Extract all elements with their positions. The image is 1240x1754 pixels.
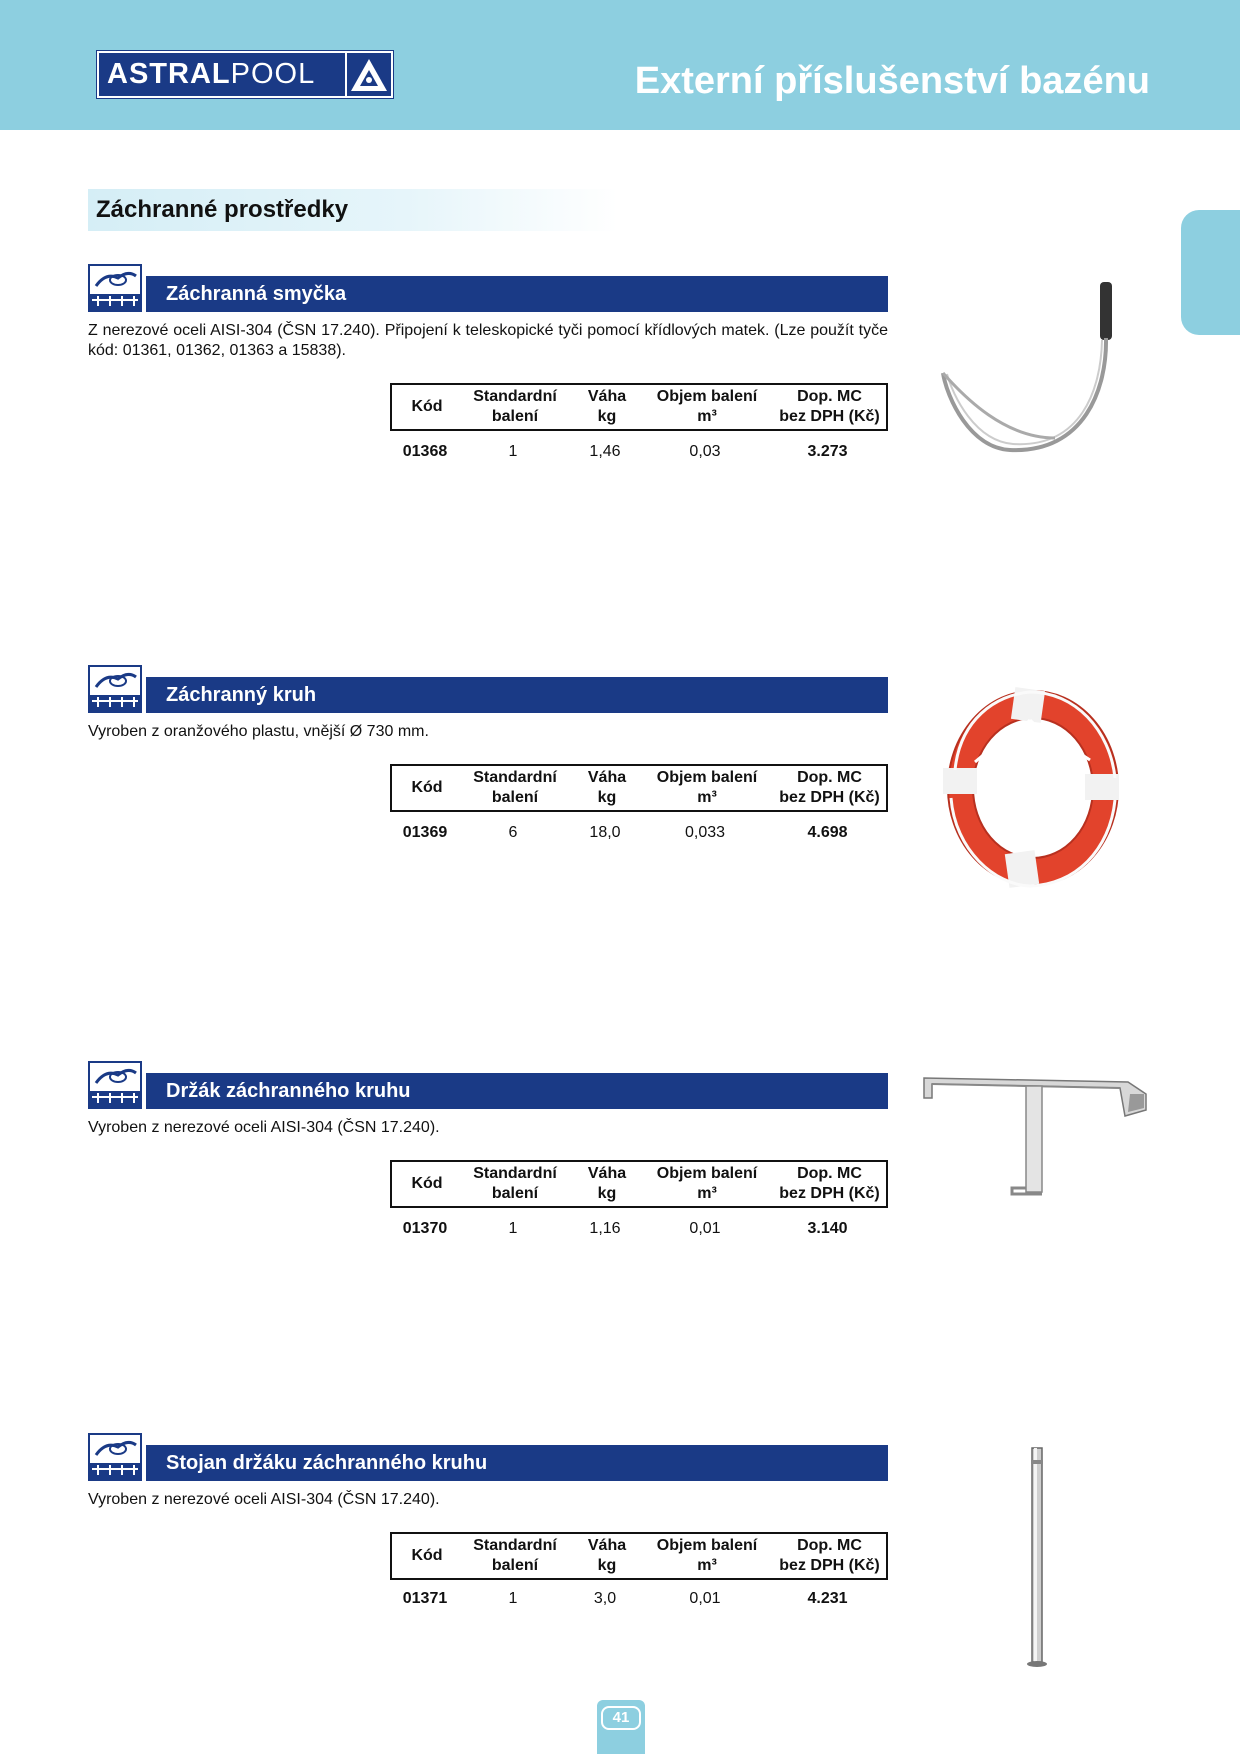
side-tab — [1181, 210, 1240, 335]
header-standard: Standardní balení — [473, 1537, 557, 1574]
header-objem: Objem balení m³ — [656, 1165, 758, 1202]
cell-cena: 3.273 — [807, 443, 848, 460]
section-heading-bar — [88, 189, 618, 231]
pool-rescue-icon — [88, 1061, 142, 1109]
cell-standard: 6 — [508, 824, 518, 841]
header-standard: Standardní balení — [473, 769, 557, 806]
product-description: Vyroben z nerezové oceli AISI-304 (ČSN 17.240). — [88, 1119, 440, 1136]
header-kod: Kód — [411, 1175, 443, 1192]
header-standard: Standardní balení — [473, 388, 557, 425]
header-cena: Dop. MC bez DPH (Kč) — [779, 1537, 880, 1574]
cell-kod: 01369 — [402, 824, 448, 841]
cell-standard: 1 — [508, 443, 518, 460]
header-objem: Objem balení m³ — [656, 388, 758, 425]
product-title: Záchranný kruh — [166, 684, 317, 706]
cell-kod: 01371 — [402, 1590, 448, 1607]
header-kod: Kód — [411, 1547, 443, 1564]
product-description: Vyroben z oranžového plastu, vnější Ø 730 mm. — [88, 723, 429, 740]
cell-vaha: 18,0 — [589, 824, 621, 841]
cell-cena: 4.231 — [807, 1590, 848, 1607]
cell-standard: 1 — [508, 1590, 518, 1607]
header-cena: Dop. MC bez DPH (Kč) — [779, 1165, 880, 1202]
section-title: Záchranné prostředky — [96, 196, 349, 223]
header-kod: Kód — [411, 779, 443, 796]
header-kod: Kód — [411, 398, 443, 415]
pool-rescue-icon — [88, 1433, 142, 1481]
page-number: 41 — [601, 1706, 641, 1730]
header-vaha: Váha kg — [587, 769, 627, 806]
header-objem: Objem balení m³ — [656, 769, 758, 806]
table-row — [390, 1590, 888, 1612]
cell-cena: 3.140 — [807, 1220, 848, 1237]
table-header — [390, 764, 888, 812]
stand-pole-image — [1022, 1446, 1052, 1676]
cell-vaha: 1,16 — [589, 1220, 621, 1237]
product-description: Vyroben z nerezové oceli AISI-304 (ČSN 17.240). — [88, 1491, 440, 1508]
ring-holder-image — [920, 1070, 1150, 1210]
rescue-hook-image — [935, 278, 1135, 463]
product-title: Záchranná smyčka — [166, 283, 347, 305]
product-title-bar — [146, 276, 888, 312]
header-cena: Dop. MC bez DPH (Kč) — [779, 388, 880, 425]
page-number-tab — [597, 1700, 645, 1754]
header-vaha: Váha kg — [587, 1165, 627, 1202]
cell-objem: 0,01 — [689, 1220, 721, 1237]
table-header — [390, 383, 888, 431]
table-row — [390, 1220, 888, 1242]
cell-objem: 0,03 — [689, 443, 721, 460]
logo-triangle-icon — [345, 53, 391, 96]
logo-wordmark: ASTRALPOOL — [107, 58, 316, 90]
cell-standard: 1 — [508, 1220, 518, 1237]
cell-vaha: 3,0 — [593, 1590, 617, 1607]
product-title-bar — [146, 1445, 888, 1481]
table-row — [390, 443, 888, 465]
cell-kod: 01370 — [402, 1220, 448, 1237]
product-description: Z nerezové oceli AISI-304 (ČSN 17.240). Připojení k teleskopické tyči pomocí křídlových matek. (Lze použít tyče kód: 01361, 01362, 01363 a 15838). — [88, 322, 888, 359]
pool-rescue-icon — [88, 665, 142, 713]
table-header — [390, 1160, 888, 1208]
cell-objem: 0,033 — [684, 824, 726, 841]
product-title-bar — [146, 1073, 888, 1109]
product-title-bar — [146, 677, 888, 713]
header-cena: Dop. MC bez DPH (Kč) — [779, 769, 880, 806]
header-standard: Standardní balení — [473, 1165, 557, 1202]
cell-kod: 01368 — [402, 443, 448, 460]
header-objem: Objem balení m³ — [656, 1537, 758, 1574]
product-title: Držák záchranného kruhu — [166, 1080, 411, 1102]
lifebuoy-image — [935, 680, 1125, 900]
pool-rescue-icon — [88, 264, 142, 312]
page-title: Externí příslušenství bazénu — [634, 60, 1150, 102]
cell-objem: 0,01 — [689, 1590, 721, 1607]
cell-vaha: 1,46 — [589, 443, 621, 460]
product-block — [88, 1061, 888, 1261]
product-block — [88, 1433, 888, 1633]
table-header — [390, 1532, 888, 1580]
header-vaha: Váha kg — [587, 1537, 627, 1574]
cell-cena: 4.698 — [807, 824, 848, 841]
header-vaha: Váha kg — [587, 388, 627, 425]
astralpool-logo[interactable] — [97, 51, 393, 98]
product-block — [88, 264, 888, 464]
product-block — [88, 665, 888, 865]
table-row — [390, 824, 888, 846]
product-title: Stojan držáku záchranného kruhu — [166, 1452, 488, 1474]
